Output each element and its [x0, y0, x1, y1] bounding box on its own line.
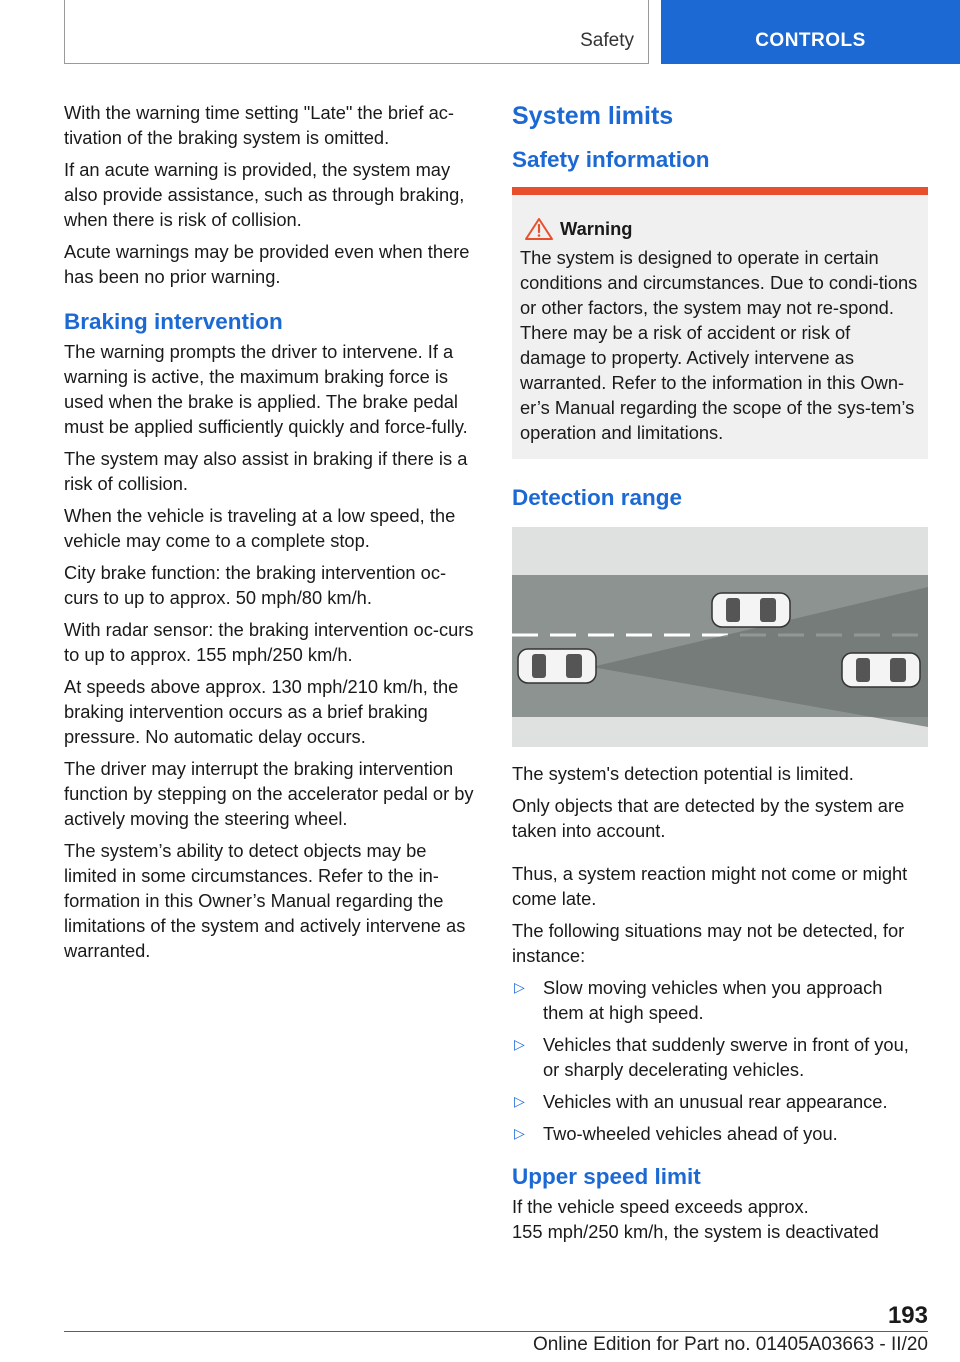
- left-column: [64, 100, 478, 970]
- header-chapter-title: CONTROLS: [755, 30, 866, 51]
- paragraph: If an acute warning is provided, the system may also provide assistance, such as through braking, when there is risk of collision.: [64, 159, 465, 230]
- paragraph: The system’s ability to detect objects may be limited in some circumstances. Refer to the in‐formation in this Owner’s Manual regarding the limitations of the system and actively intervene as warranted.: [64, 840, 466, 961]
- list-item-text: Two-wheeled vehicles ahead of you.: [543, 1123, 838, 1144]
- warning-triangle-icon: [524, 217, 554, 241]
- bullet-triangle-icon: ▷: [514, 1125, 525, 1141]
- page-number: 193: [887, 1302, 928, 1329]
- warning-text: The system is designed to operate in certain conditions and circumstances. Due to condi‐tions or other factors, the system may not re‐spond. There may be a risk of accident or risk of damage to property. Actively intervene as warranted. Refer to the information in this Own‐er’s Manual regarding the scope of the sys‐tem’s operation and limitations.: [520, 247, 918, 443]
- ego-vehicle-icon: [518, 649, 596, 683]
- safety-information-heading: Safety information: [512, 147, 710, 172]
- footer-divider: [64, 1331, 928, 1332]
- paragraph: The following situations may not be detected, for instance:: [512, 920, 905, 966]
- paragraph: The system's detection potential is limited.: [512, 763, 854, 784]
- list-item: [512, 1089, 928, 1114]
- edition-footer: Online Edition for Part no. 01405A03663 - II/20: [532, 1334, 928, 1355]
- detection-range-heading: Detection range: [512, 485, 683, 510]
- paragraph: When the vehicle is traveling at a low speed, the vehicle may come to a complete stop.: [64, 505, 456, 551]
- header-section-title: Safety: [580, 30, 634, 51]
- header-chapter-tab: [661, 0, 960, 64]
- warning-box: [512, 187, 928, 459]
- list-item: [512, 1032, 928, 1082]
- list-item: [512, 975, 928, 1025]
- header-section-box: [64, 0, 649, 64]
- braking-intervention-heading: Braking intervention: [64, 309, 283, 334]
- bullet-triangle-icon: ▷: [514, 1093, 525, 1109]
- paragraph: The warning prompts the driver to intervene. If a warning is active, the maximum braking force is used when the brake is applied. The brake pedal must be applied sufficiently quickly and force‐fully.: [64, 341, 468, 437]
- bullet-triangle-icon: ▷: [514, 1036, 525, 1052]
- vehicle-ahead-icon: [842, 653, 920, 687]
- paragraph: The system may also assist in braking if there is a risk of collision.: [64, 448, 468, 494]
- bullet-triangle-icon: ▷: [514, 979, 525, 995]
- warning-title: Warning: [560, 218, 633, 239]
- paragraph: [512, 1194, 928, 1244]
- paragraph: City brake function: the braking intervention oc‐curs to up to approx. 50 mph/80 km/h.: [64, 562, 447, 608]
- paragraph-line: 155 mph/250 km/h, the system is deactivated: [512, 1221, 879, 1242]
- paragraph: With radar sensor: the braking intervention oc‐curs to up to approx. 155 mph/250 km/h.: [64, 619, 474, 665]
- warning-title-row: [520, 217, 920, 241]
- list-item: [512, 1121, 928, 1146]
- system-limits-heading: System limits: [512, 102, 674, 130]
- paragraph: With the warning time setting "Late" the brief ac‐tivation of the braking system is omitted.: [64, 102, 454, 148]
- paragraph: Thus, a system reaction might not come or might come late.: [512, 863, 908, 909]
- detection-range-illustration: [512, 527, 928, 747]
- vehicle-other-lane-icon: [712, 593, 790, 627]
- paragraph: Only objects that are detected by the system are taken into account.: [512, 795, 905, 841]
- undetected-situations-list: [512, 975, 928, 1146]
- paragraph: The driver may interrupt the braking intervention function by stepping on the accelerator pedal or by actively moving the steering wheel.: [64, 758, 474, 829]
- paragraph: At speeds above approx. 130 mph/210 km/h, the braking intervention occurs as a brief braking pressure. No automatic delay occurs.: [64, 676, 459, 747]
- paragraph-line: If the vehicle speed exceeds approx.: [512, 1196, 809, 1217]
- paragraph: Acute warnings may be provided even when there has been no prior warning.: [64, 241, 470, 287]
- list-item-text: Slow moving vehicles when you approach them at high speed.: [543, 977, 883, 1023]
- right-column: [512, 100, 928, 1244]
- list-item-text: Vehicles with an unusual rear appearance.: [543, 1091, 888, 1112]
- list-item-text: Vehicles that suddenly swerve in front of you, or sharply decelerating vehicles.: [543, 1034, 909, 1080]
- upper-speed-limit-heading: Upper speed limit: [512, 1164, 701, 1189]
